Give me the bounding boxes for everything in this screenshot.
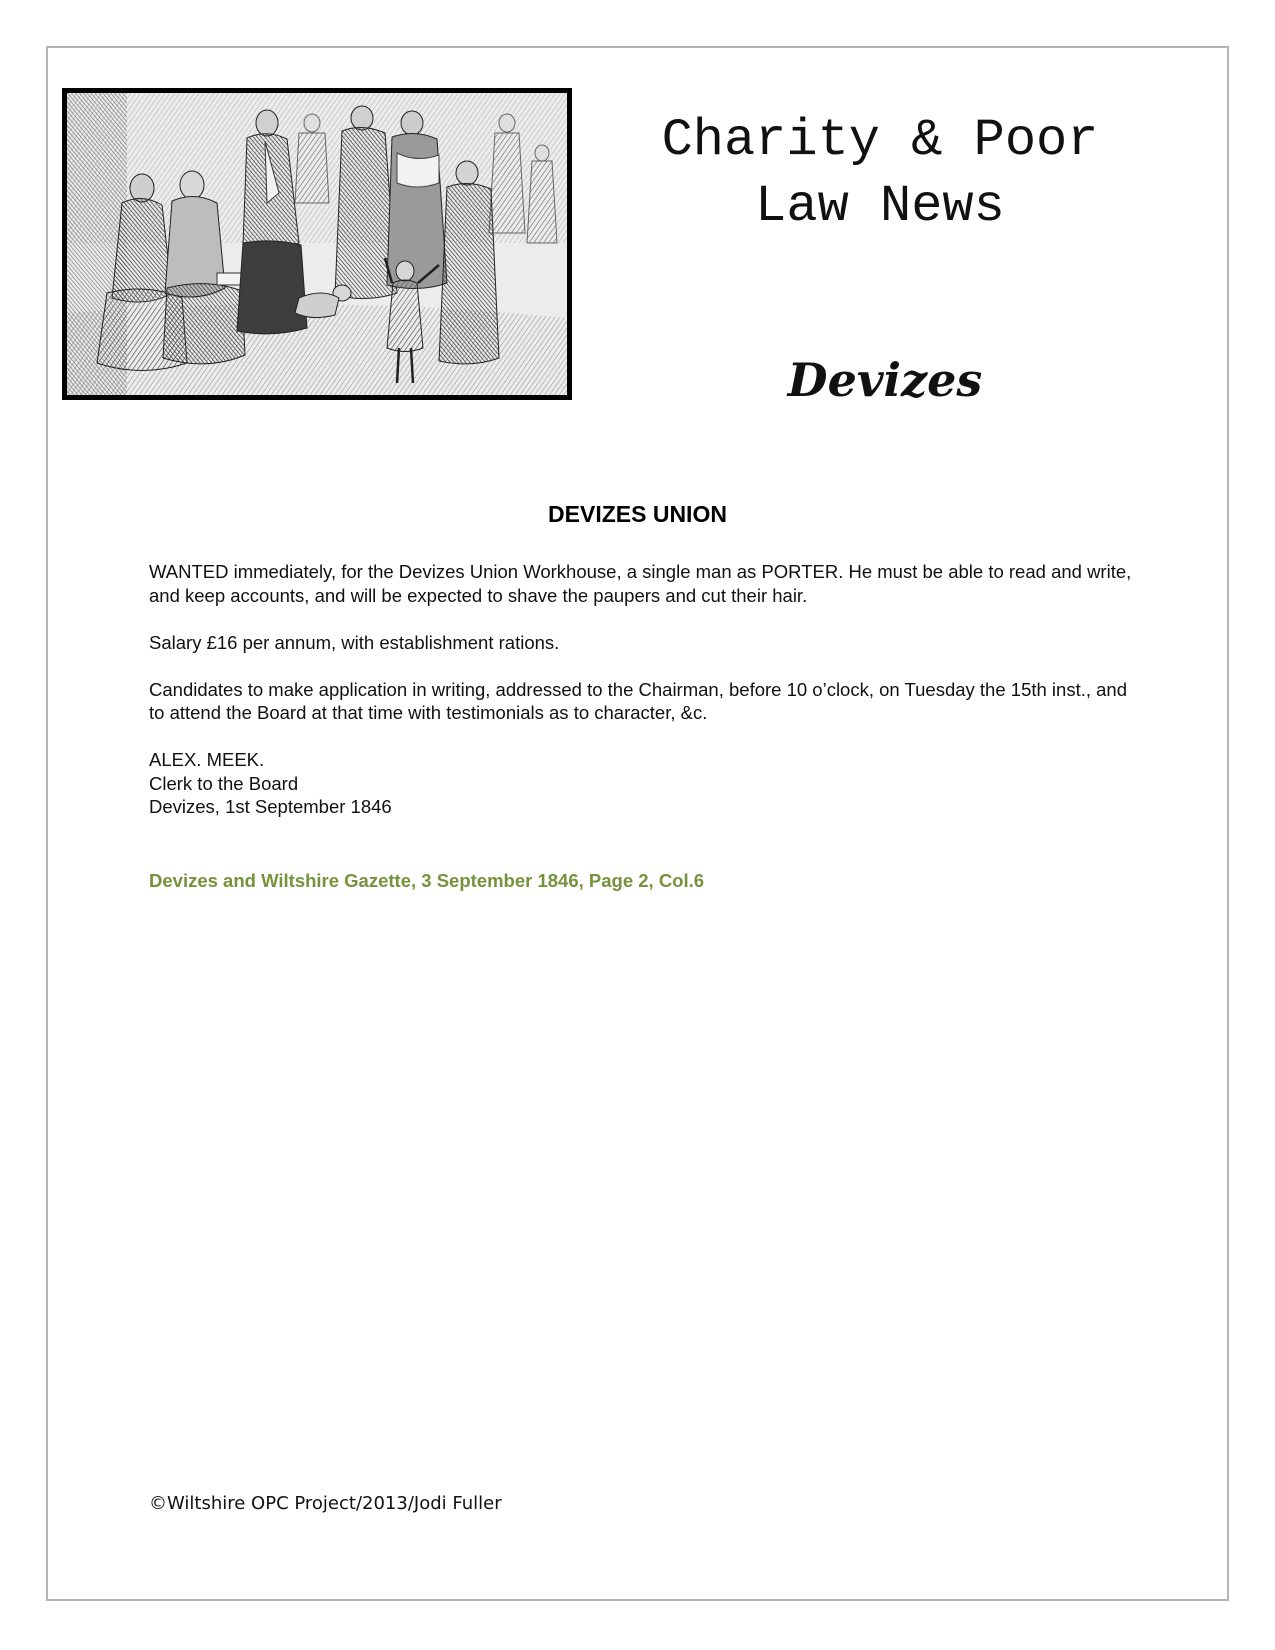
article-paragraph: Candidates to make application in writing, addressed to the Chairman, before 10 o’clock, on Tuesday the 15th inst., and to attend the Board at that time with testimonials as to character, &c. bbox=[149, 678, 1127, 723]
masthead-title bbox=[600, 108, 1160, 240]
article-paragraph: Salary £16 per annum, with establishment rations. bbox=[149, 631, 560, 653]
source-citation: Devizes and Wiltshire Gazette, 3 September 1846, Page 2, Col.6 bbox=[149, 870, 705, 891]
signature-place-date: Devizes, 1st September 1846 bbox=[149, 796, 392, 817]
article-body bbox=[149, 560, 1139, 819]
engraving-illustration bbox=[62, 88, 572, 400]
masthead-title-line2: Law News bbox=[755, 177, 1005, 236]
masthead-title-line1: Charity & Poor bbox=[661, 111, 1099, 170]
signature-name: ALEX. MEEK. bbox=[149, 749, 265, 770]
signature-role: Clerk to the Board bbox=[149, 772, 299, 794]
article-heading: DEVIZES UNION bbox=[548, 501, 727, 527]
engraving-drawing bbox=[67, 93, 567, 395]
article-paragraph: WANTED immediately, for the Devizes Union Workhouse, a single man as PORTER. He must be able to read and write, and keep accounts, and will be expected to shave the paupers and cut their hair. bbox=[149, 561, 1132, 606]
place-title: Devizes bbox=[787, 353, 983, 407]
copyright-footer: ©Wiltshire OPC Project/2013/Jodi Fuller bbox=[149, 1493, 502, 1514]
